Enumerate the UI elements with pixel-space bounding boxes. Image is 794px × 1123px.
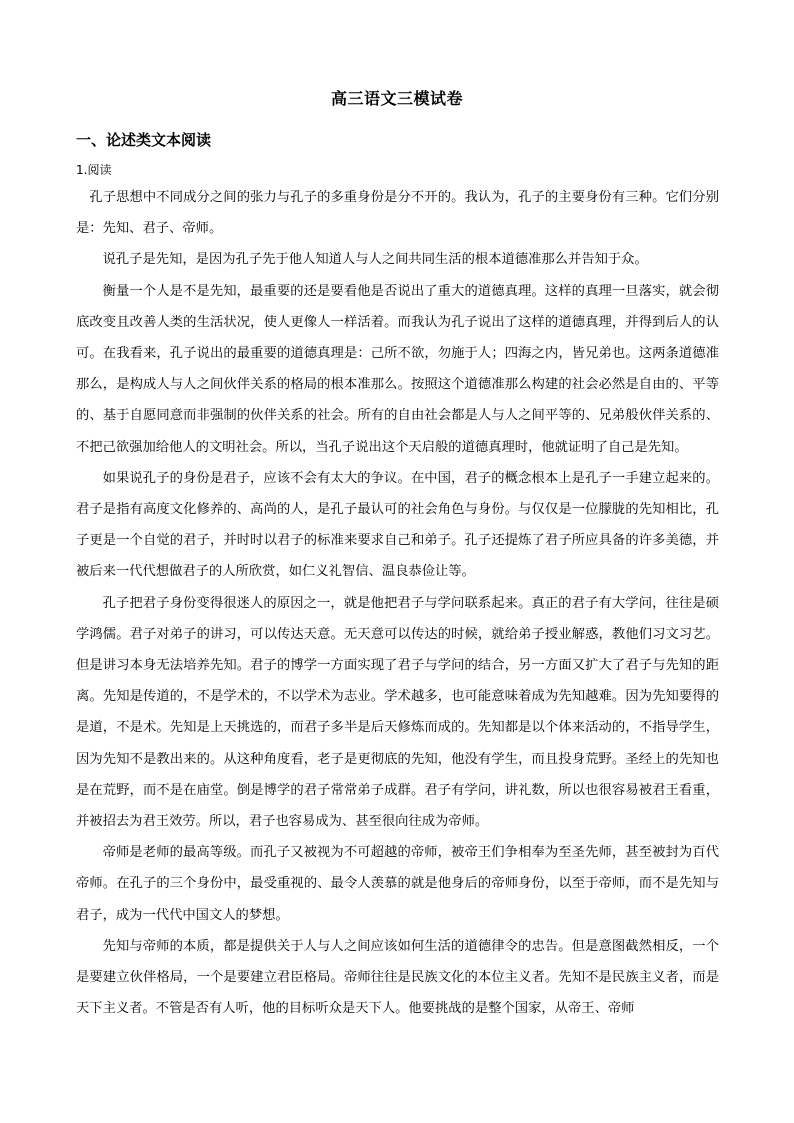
question-label: 1.阅读 bbox=[76, 163, 112, 177]
paragraph: 帝师是老师的最高等级。而孔子又被视为不可超越的帝师，被帝王们争相奉为至圣先师，甚至被封为百代帝师。在孔子的三个身份中，最受重视的、最令人羡慕的就是他身后的帝师身份，以至于帝师，而不是先知与君子，成为一代代中国文人的梦想。 bbox=[76, 845, 719, 923]
paragraph: 孔子思想中不同成分之间的张力与孔子的多重身份是分不开的。我认为，孔子的主要身份有三种。它们分别是：先知、君子、帝师。 bbox=[76, 190, 719, 237]
paragraph: 衡量一个人是不是先知，最重要的还是要看他是否说出了重大的道德真理。这样的真理一旦落实，就会彻底改变且改善人类的生活状况，使人更像人一样活着。而我认为孔子说出了这样的道德真理，并得到后人的认可。在我看来，孔子说出的最重要的道德真理是：己所不欲，勿施于人；四海之内，皆兄弟也。这两条道德准那么，是构成人与人之间伙伴关系的格局的根本准那么。按照这个道德准那么构建的社会必然是自由的、平等的、基于自愿同意而非强制的伙伴关系的社会。所有的自由社会都是人与人之间平等的、兄弟般伙伴关系的、不把己欲强加给他人的文明社会。所以，当孔子说出这个天启般的道德真理时，他就证明了自己是先知。 bbox=[76, 283, 719, 455]
section-heading: 一、论述类文本阅读 bbox=[76, 131, 212, 149]
passage-body bbox=[76, 182, 719, 1024]
page-title: 高三语文三模试卷 bbox=[330, 89, 463, 108]
paragraph: 先知与帝师的本质，都是提供关于人与人之间应该如何生活的道德律令的忠告。但是意图截然相反，一个是要建立伙伴格局，一个是要建立君臣格局。帝师往往是民族文化的本位主义者。先知不是民族主义者，而是天下主义者。不管是否有人听，他的目标听众是天下人。他要挑战的是整个国家，从帝王、帝师 bbox=[76, 938, 719, 1017]
paragraph: 孔子把君子身份变得很迷人的原因之一，就是他把君子与学问联系起来。真正的君子有大学问，往往是硕学鸿儒。君子对弟子的讲习，可以传达天意。无天意可以传达的时候，就给弟子授业解惑，教他们习文习艺。但是讲习本身无法培养先知。君子的博学一方面实现了君子与学问的结合，另一方面又扩大了君子与先知的距离。先知是传道的，不是学术的，不以学术为志业。学术越多，也可能意味着成为先知越难。因为先知要得的是道，不是术。先知是上天挑选的，而君子多半是后天修炼而成的。先知都是以个体来活动的，不指导学生，因为先知不是教出来的。从这种角度看，老子是更彻底的先知，他没有学生，而且投身荒野。圣经上的先知也是在荒野，而不是在庙堂。倒是博学的君子常常弟子成群。君子有学问，讲礼数，所以也很容易被君王看重，并被招去为君王效劳。所以，君子也容易成为、甚至很向往成为帝师。 bbox=[76, 595, 719, 830]
paragraph: 说孔子是先知，是因为孔子先于他人知道人与人之间共同生活的根本道德准那么并告知于众。 bbox=[102, 252, 648, 268]
paragraph: 如果说孔子的身份是君子，应该不会有太大的争议。在中国，君子的概念根本上是孔子一手建立起来的。君子是指有高度文化修养的、高尚的人，是孔子最认可的社会角色与身份。与仅仅是一位朦胧的先知相比，孔子更是一个自觉的君子，并时时以君子的标准来要求自己和弟子。孔子还提炼了君子所应具备的许多美德，并被后来一代代想做君子的人所欣赏，如仁义礼智信、温良恭俭让等。 bbox=[76, 470, 719, 580]
